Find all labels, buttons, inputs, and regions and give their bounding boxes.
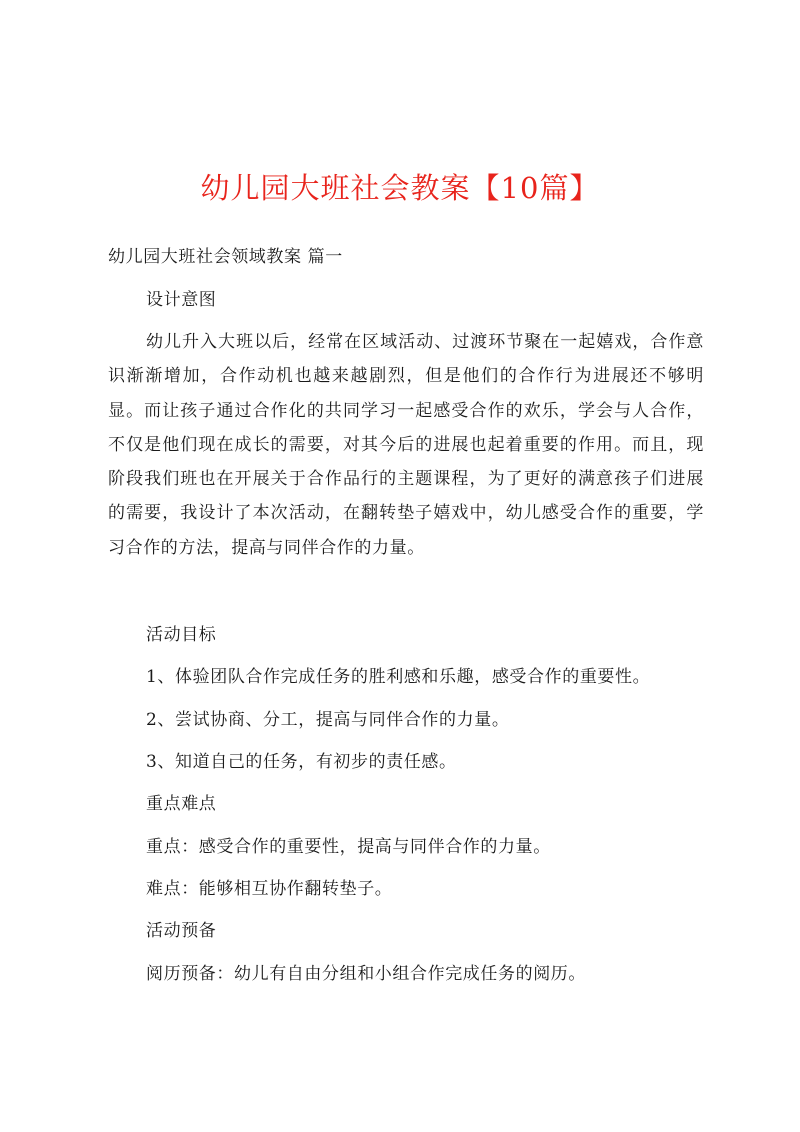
design-intent-paragraph: 幼儿升入大班以后，经常在区域活动、过渡环节聚在一起嬉戏，合作意识渐渐增加，合作动机也越来越剧烈，但是他们的合作行为进展还不够明显。而让孩子通过合作化的共同学习一起感受合作的欢乐，学会与人合作，不仅是他们现在成长的需要，对其今后的进展也起着重要的作用。而且，现阶段我们班也在开展关于合作品行的主题课程，为了更好的满意孩子们进展的需要，我设计了本次活动，在翻转垫子嬉戏中，幼儿感受合作的重要，学习合作的方法，提高与同伴合作的力量。 [108,332,704,558]
goal-item: 2、尝试协商、分工，提高与同伴合作的力量。 [146,710,510,730]
experience-preparation: 阅历预备：幼儿有自由分组和小组合作完成任务的阅历。 [146,964,586,984]
section-heading: 幼儿园大班社会领域教案 篇一 [108,247,343,267]
preparation-heading: 活动预备 [146,921,217,941]
key-difficult-heading: 重点难点 [146,794,217,814]
key-point: 重点：感受合作的重要性，提高与同伴合作的力量。 [146,837,551,857]
goal-item: 3、知道自己的任务，有初步的责任感。 [146,752,457,772]
goals-heading: 活动目标 [146,625,217,645]
design-intent-heading: 设计意图 [146,290,217,310]
document-title: 幼儿园大班社会教案【10篇】 [200,171,600,205]
goal-item: 1、体验团队合作完成任务的胜利感和乐趣，感受合作的重要性。 [146,667,651,687]
difficult-point: 难点：能够相互协作翻转垫子。 [146,879,393,899]
